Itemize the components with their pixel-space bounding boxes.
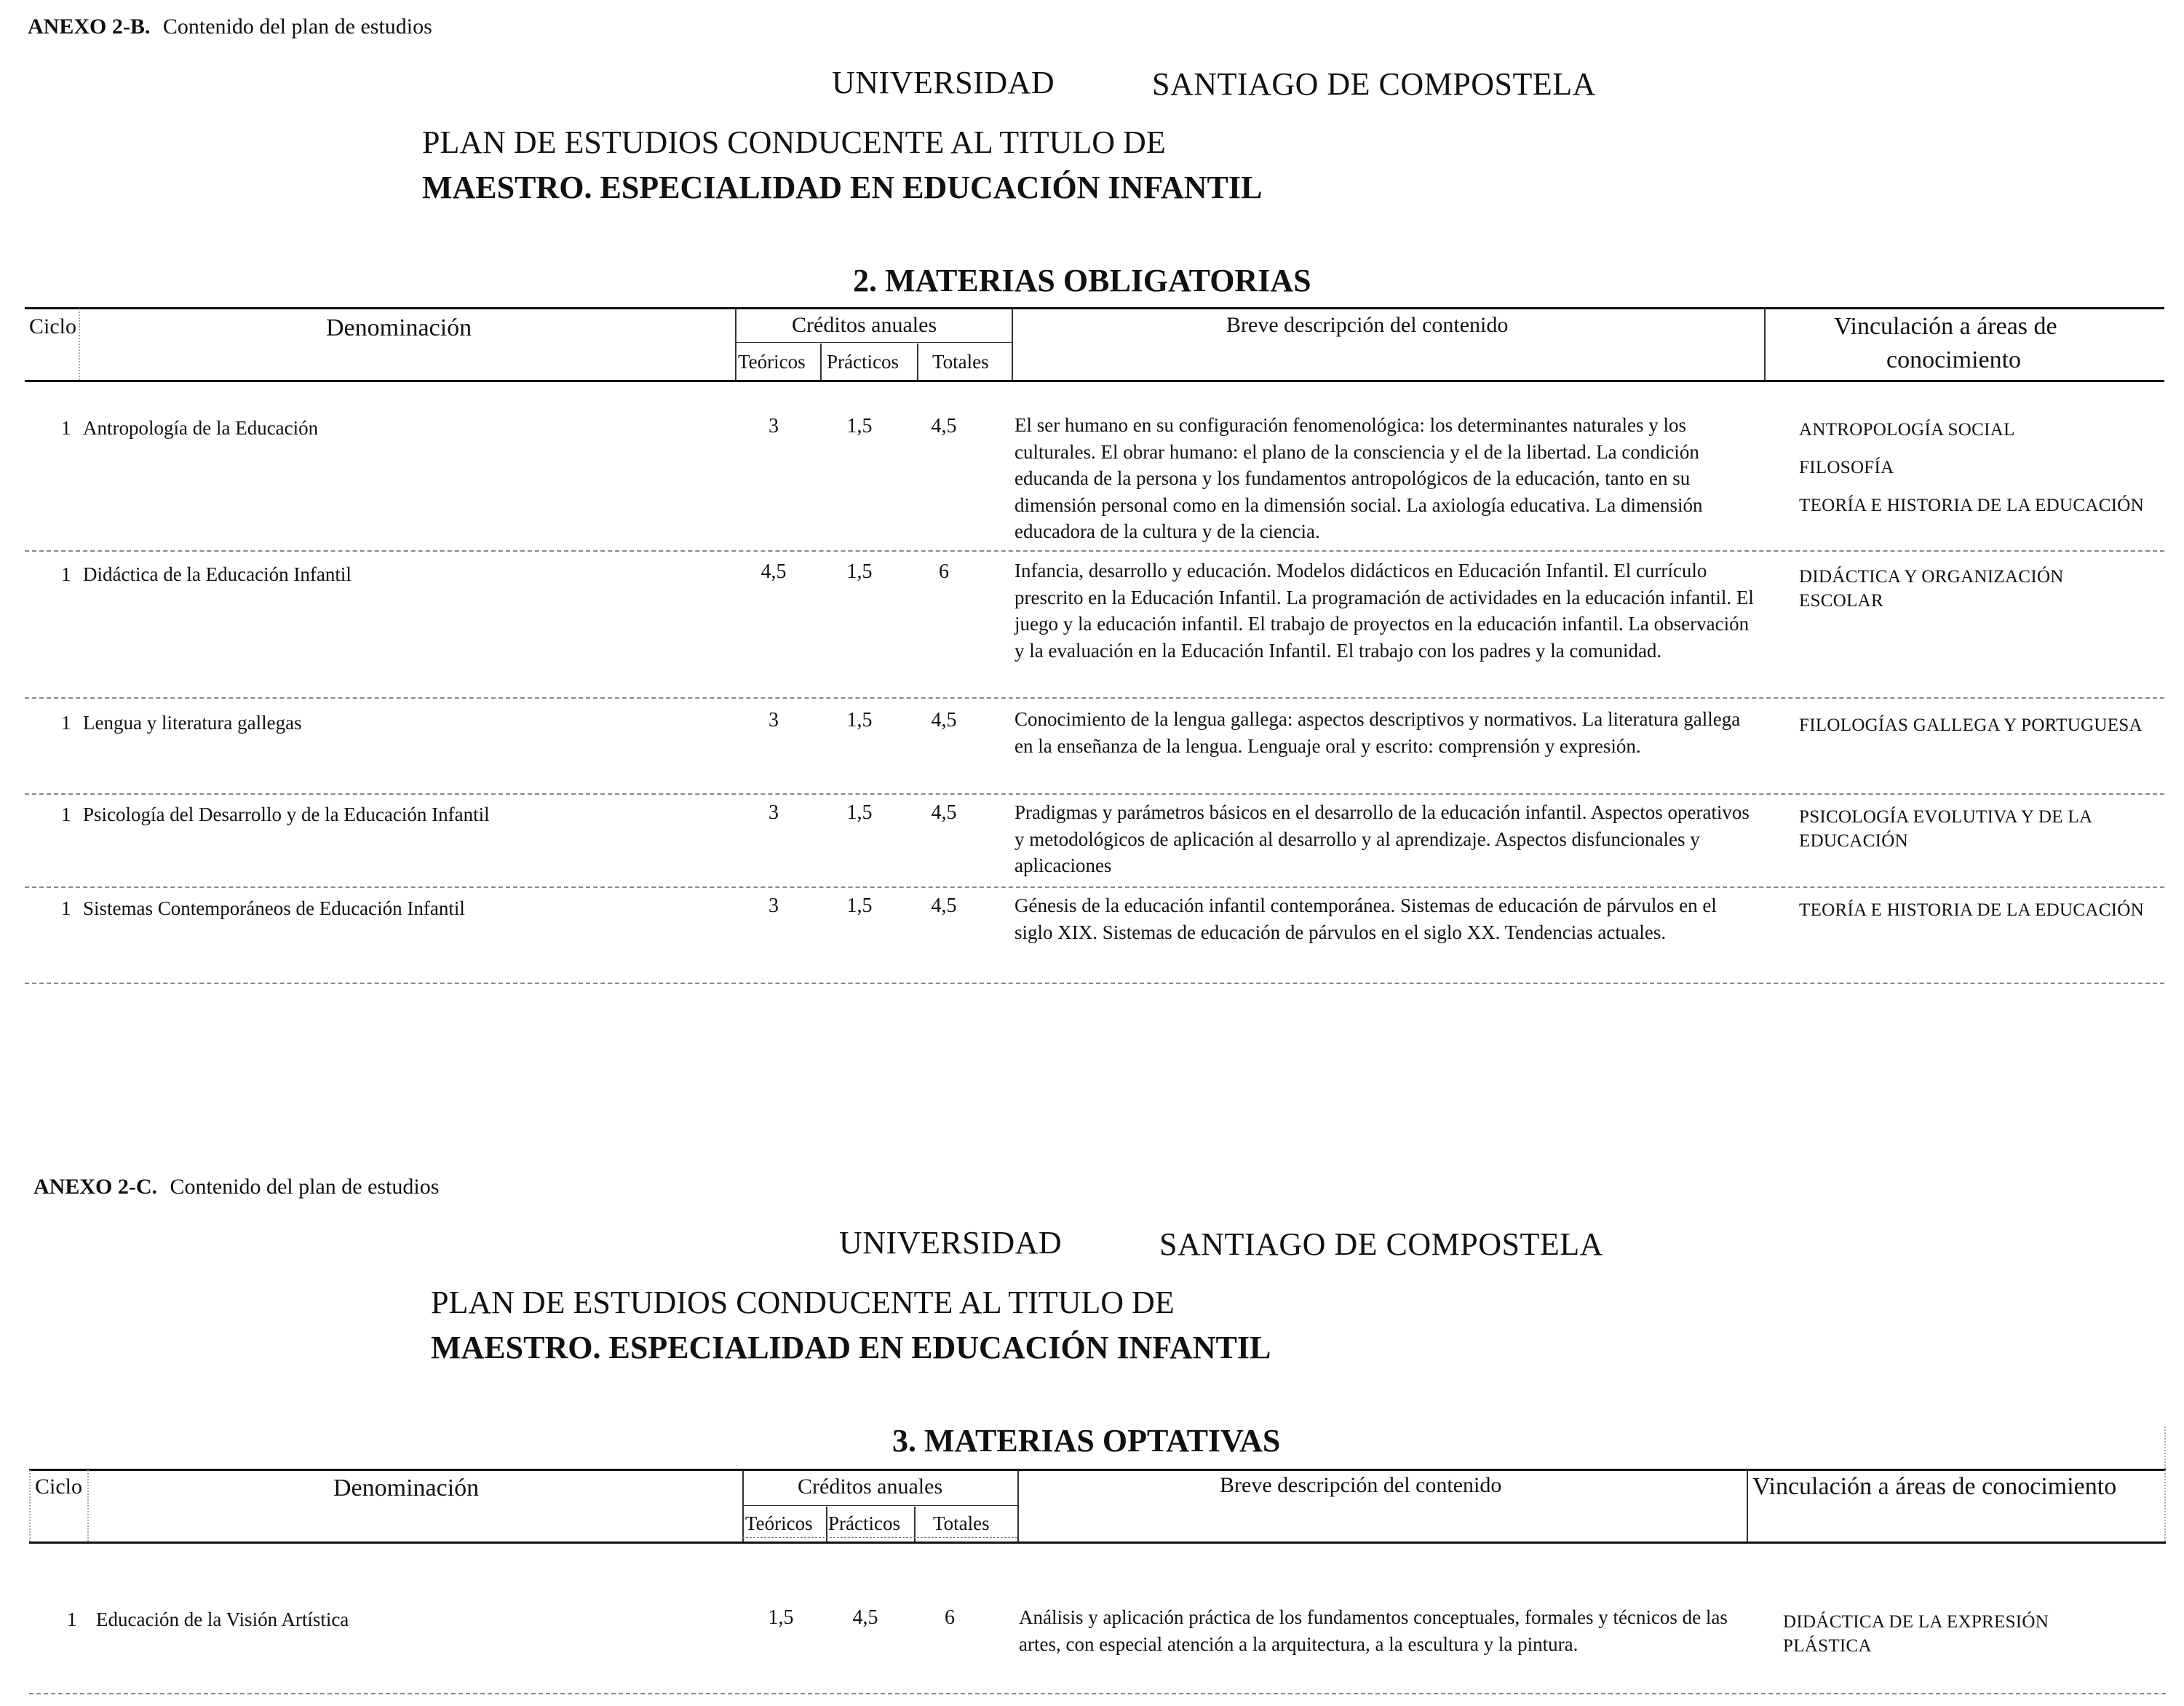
cell-ciclo: 1: [61, 417, 71, 439]
cell-ciclo: 1: [61, 897, 71, 919]
cell-ciclo: 1: [61, 804, 71, 825]
cell-totales: 4,5: [931, 415, 957, 437]
cell-practicos: 4,5: [852, 1606, 878, 1629]
cell-ciclo: 1: [67, 1608, 77, 1630]
row-divider: [25, 550, 2164, 552]
cell-practicos: 1,5: [846, 894, 873, 917]
annex-heading: [28, 15, 432, 39]
section-title: 2. MATERIAS OBLIGATORIAS: [853, 263, 1311, 298]
credits-subrule: [742, 1505, 1017, 1506]
cell-area: FILOLOGÍAS GALLEGA Y PORTUGUESA: [1799, 715, 2143, 735]
header-vinculacion: Vinculación a áreas de conocimiento: [1752, 1473, 2117, 1500]
header-ciclo: Ciclo: [35, 1475, 82, 1499]
cell-descripcion: Análisis y aplicación práctica de los fundamentos conceptuales, formales y técnicos de las artes, con especial atención a la arquitectura, a la escultura y la pintura.: [1019, 1606, 1728, 1655]
header-descripcion: Breve descripción del contenido: [1226, 313, 1509, 337]
header-totales: Totales: [933, 1512, 990, 1534]
cell-ciclo: 1: [61, 712, 71, 734]
cell-area: FILOSOFÍA: [1799, 458, 1894, 477]
table-top-rule: [25, 307, 2164, 309]
cell-area: DIDÁCTICA Y ORGANIZACIÓN ESCOLAR: [1799, 567, 2064, 611]
col-divider: [742, 1470, 744, 1542]
cell-denominacion: Educación de la Visión Artística: [96, 1608, 349, 1630]
table-top-rule: [29, 1469, 2166, 1471]
cell-descripcion: Conocimiento de la lengua gallega: aspectos descriptivos y normativos. La literatura gallega en la enseñanza de la lengua. Lenguaje oral y escrito: comprensión y expresión.: [1014, 708, 1741, 757]
subcol-divider: [826, 1507, 827, 1542]
col-divider: [29, 1470, 31, 1542]
row-divider: [25, 886, 2164, 888]
cell-totales: 6: [945, 1606, 955, 1629]
cell-totales: 4,5: [931, 709, 957, 731]
cell-teoricos: 1,5: [768, 1606, 794, 1629]
cell-totales: 4,5: [931, 801, 957, 824]
cell-teoricos: 3: [769, 894, 779, 917]
annex-text: Contenido del plan de estudios: [162, 15, 432, 39]
cell-descripcion: Génesis de la educación infantil contemporánea. Sistemas de educación de párvulos en el siglo XIX. Sistemas de educación de párvulos en el siglo XX. Tendencias actuales.: [1014, 894, 1717, 943]
header-practicos: Prácticos: [828, 1512, 900, 1534]
col-divider: [735, 309, 736, 380]
cell-denominacion: Lengua y literatura gallegas: [83, 712, 302, 734]
header-vinculacion: Vinculación a áreas de: [1834, 313, 2057, 340]
university-name: SANTIAGO DE COMPOSTELA: [1159, 1226, 1603, 1262]
university-name: SANTIAGO DE COMPOSTELA: [1152, 66, 1596, 102]
row-divider: [25, 697, 2164, 699]
header-denominacion: Denominación: [333, 1475, 480, 1501]
cell-descripcion: El ser humano en su configuración fenomenológica: los determinantes naturales y los culturales. El obrar humano: el plano de la consciencia y el de la libertad. La condición educanda de la persona y los fundamentos antropológicos de la educación, tanto en su dimensión personal como en la dimensión social. La axiología educativa. La dimensión educadora de la cultura y de la ciencia.: [1014, 414, 1703, 542]
header-creditos: Créditos anuales: [792, 313, 937, 337]
cell-denominacion: Psicología del Desarrollo y de la Educación Infantil: [83, 804, 490, 825]
cell-teoricos: 4,5: [761, 560, 787, 583]
col-divider: [79, 309, 80, 380]
header-totales: Totales: [932, 351, 989, 373]
col-divider: [2164, 1427, 2166, 1542]
header-creditos: Créditos anuales: [798, 1475, 943, 1499]
cell-denominacion: Didáctica de la Educación Infantil: [83, 563, 352, 585]
row-divider: [25, 793, 2164, 795]
plan-line: PLAN DE ESTUDIOS CONDUCENTE AL TITULO DE: [422, 124, 1166, 160]
cell-denominacion: Antropología de la Educación: [83, 417, 319, 439]
subcol-divider: [917, 344, 918, 380]
row-divider: [25, 983, 2164, 984]
annex-code: ANEXO 2-B.: [28, 15, 151, 39]
section-title: 3. MATERIAS OPTATIVAS: [892, 1423, 1281, 1459]
university-label: UNIVERSIDAD: [832, 65, 1055, 100]
subcol-divider: [820, 344, 822, 380]
cell-area: ANTROPOLOGÍA SOCIAL: [1799, 420, 2015, 440]
cell-descripcion: Pradigmas y parámetros básicos en el desarrollo de la educación infantil. Aspectos operativos y metodológicos de aplicación al desarrollo y al aprendizaje. Aspectos disfuncionales y aplicaciones: [1014, 801, 1750, 876]
col-divider: [1747, 1470, 1748, 1542]
cell-practicos: 1,5: [846, 415, 873, 437]
header-teoricos: Teóricos: [745, 1512, 813, 1534]
header-teoricos: Teóricos: [738, 351, 806, 373]
cell-ciclo: 1: [61, 563, 71, 585]
credits-subrule: [735, 342, 1012, 343]
col-divider: [87, 1470, 89, 1542]
table-header-rule: [25, 380, 2164, 382]
row-divider: [29, 1693, 2166, 1694]
header-bottom-dash: [742, 1537, 1017, 1538]
annex-heading: [33, 1175, 439, 1199]
cell-practicos: 1,5: [846, 801, 873, 824]
cell-teoricos: 3: [769, 801, 779, 824]
annex-text: Contenido del plan de estudios: [170, 1175, 440, 1199]
header-descripcion: Breve descripción del contenido: [1220, 1473, 1502, 1497]
table-header-rule: [29, 1542, 2166, 1544]
col-divider: [1012, 309, 1013, 380]
cell-totales: 4,5: [931, 894, 957, 917]
cell-teoricos: 3: [769, 709, 779, 731]
cell-descripcion: Infancia, desarrollo y educación. Modelos didácticos en Educación Infantil. El currículo prescrito en la Educación Infantil. La programación de actividades en la educación infantil. El juego y la educación infantil. El trabajo de proyectos en la educación infantil. La observación y la evaluación en la Educación Infantil. El trabajo con los padres y la comunidad.: [1014, 560, 1754, 662]
cell-area: TEORÍA E HISTORIA DE LA EDUCACIÓN: [1799, 900, 2145, 920]
header-ciclo: Ciclo: [29, 314, 76, 338]
header-vinculacion-2: conocimiento: [1886, 346, 2022, 373]
cell-totales: 6: [939, 560, 949, 583]
cell-area: PSICOLOGÍA EVOLUTIVA Y DE LA EDUCACIÓN: [1799, 807, 2092, 851]
cell-teoricos: 3: [769, 415, 779, 437]
annex-code: ANEXO 2-C.: [33, 1175, 157, 1199]
cell-denominacion: Sistemas Contemporáneos de Educación Infantil: [83, 897, 465, 919]
cell-practicos: 1,5: [846, 709, 873, 731]
col-divider: [1764, 309, 1766, 380]
cell-practicos: 1,5: [846, 560, 873, 583]
header-denominacion: Denominación: [326, 314, 472, 341]
cell-area: DIDÁCTICA DE LA EXPRESIÓN PLÁSTICA: [1783, 1612, 2049, 1656]
university-label: UNIVERSIDAD: [839, 1225, 1063, 1261]
col-divider: [1017, 1470, 1019, 1542]
degree-title: MAESTRO. ESPECIALIDAD EN EDUCACIÓN INFANTIL: [431, 1330, 1271, 1365]
subcol-divider: [914, 1507, 916, 1542]
degree-title: MAESTRO. ESPECIALIDAD EN EDUCACIÓN INFANTIL: [422, 170, 1263, 205]
cell-area: TEORÍA E HISTORIA DE LA EDUCACIÓN: [1799, 496, 2145, 515]
plan-line: PLAN DE ESTUDIOS CONDUCENTE AL TITULO DE: [431, 1285, 1175, 1320]
header-practicos: Prácticos: [827, 351, 899, 373]
